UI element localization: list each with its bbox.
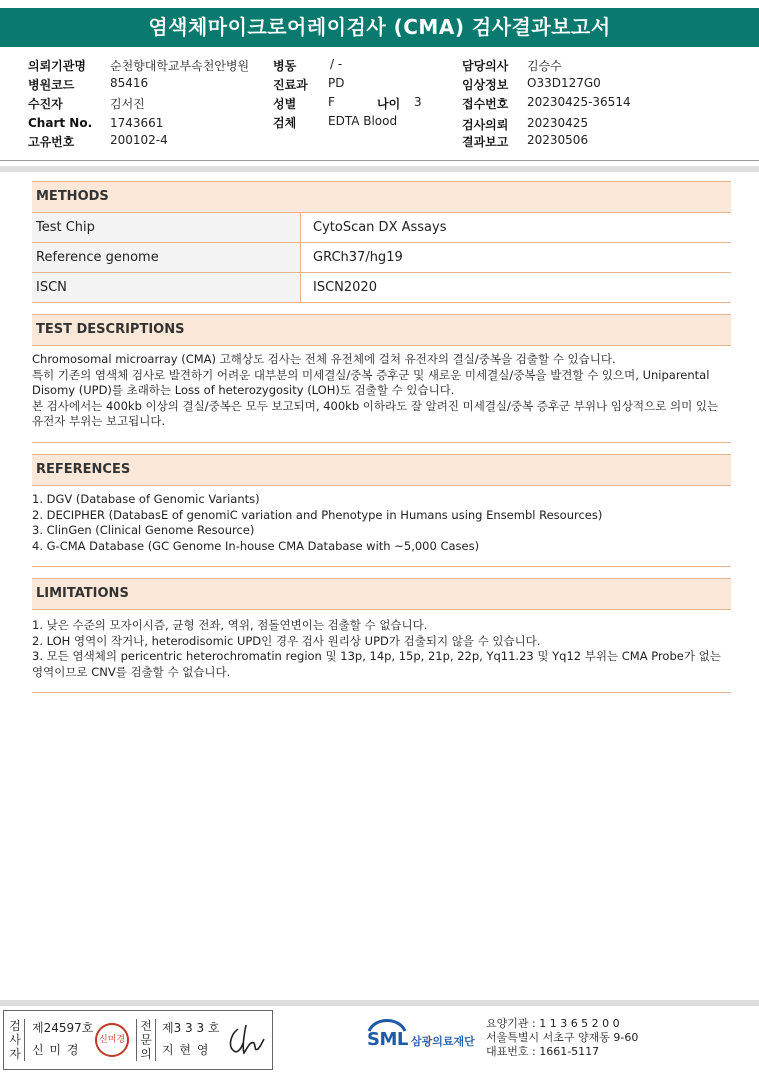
unique-label: 고유번호 <box>28 135 75 149</box>
sml-logo <box>365 1015 485 1055</box>
methods-key: Reference genome <box>32 243 301 272</box>
reference-item: 3. ClinGen (Clinical Genome Resource) <box>32 523 255 537</box>
institution-value: 순천향대학교부속천안병원 <box>110 59 250 73</box>
specialist-label: 전문의 <box>136 1019 156 1061</box>
doctor-value: 김승수 <box>527 59 562 73</box>
references-section <box>32 454 731 567</box>
references-body <box>32 486 731 567</box>
description-line: 본 검사에서는 400kb 이상의 결실/중복은 모두 보고되며, 400kb 이하라도 잘 알려진 미세결실/중복 증후군 부위나 임상적으로 의미 있는 유전자 부위는 보고됩니다. <box>32 398 719 428</box>
institution-code: 요양기관 : 1 1 3 6 5 2 0 0 <box>486 1017 620 1030</box>
reference-item: 2. DECIPHER (DatabasE of genomiC variation and Phenotype in Humans using Ensembl Resources) <box>32 507 603 522</box>
dept-value: PD <box>328 76 345 90</box>
clinical-label: 임상정보 <box>462 78 509 92</box>
chart-label: Chart No. <box>28 116 93 130</box>
code-label: 병원코드 <box>28 78 75 92</box>
dept-label: 진료과 <box>273 78 308 92</box>
receipt-label: 접수번호 <box>462 97 509 111</box>
methods-row <box>32 213 731 243</box>
contact-info <box>486 1017 638 1059</box>
chart-value: 1743661 <box>110 116 164 130</box>
description-line: 특히 기존의 염색체 검사로 발견하기 어려운 대부분의 미세결실/중복 증후군 및 새로운 미세결실/중복을 발견할 수 있으며, Uniparental Disomy (UPD)를 초래하는 Loss of heterozygosity (LOH)도 검출할 수 있습니다. <box>32 367 710 397</box>
limitation-item: 2. LOH 영역이 작거나, heterodisomic UPD인 경우 검사 원리상 UPD가 검출되지 않을 수 있습니다. <box>32 633 541 648</box>
header-band <box>0 166 759 172</box>
patient-info <box>0 55 759 155</box>
methods-key: Test Chip <box>32 213 301 242</box>
tester-stamp-text: 신미경 <box>98 1035 126 1045</box>
descriptions-section <box>32 314 731 443</box>
unique-value: 200102-4 <box>110 133 168 147</box>
methods-row <box>32 273 731 303</box>
methods-value: CytoScan DX Assays <box>313 220 447 235</box>
limitation-item: 1. 낮은 수준의 모자이시즘, 균형 전좌, 역위, 점돌연변이는 검출할 수 없습니다. <box>32 618 428 632</box>
report-value: 20230506 <box>527 133 589 147</box>
address: 서울특별시 서초구 양재동 9-60 <box>486 1031 639 1044</box>
sml-logo-text: SML <box>367 1029 408 1050</box>
limitation-item: 3. 모든 염색체의 pericentric heterochromatin region 및 13p, 14p, 15p, 21p, 22p, Yq11.23 및 Yq12 부위는 CMA Probe가 없는 영역이므로 CNV를 검출할 수 없습니다. <box>32 649 721 679</box>
report-label: 결과보고 <box>462 135 509 149</box>
methods-section <box>32 181 731 303</box>
tester-label: 검사자 <box>6 1019 25 1061</box>
methods-row <box>32 243 731 273</box>
recipient-value: 김서진 <box>110 97 145 111</box>
specialist-license: 제3 3 3 호 <box>162 1021 220 1035</box>
signature-box <box>3 1010 273 1070</box>
phone: 대표번호 : 1661-5117 <box>486 1045 600 1058</box>
references-heading: REFERENCES <box>32 454 731 486</box>
age-label: 나이 <box>377 97 401 111</box>
code-value: 85416 <box>110 76 149 90</box>
limitations-heading: LIMITATIONS <box>32 578 731 610</box>
methods-value: GRCh37/hg19 <box>313 250 403 265</box>
footer-band <box>0 1000 759 1006</box>
limitations-section <box>32 578 731 693</box>
sml-org-name: 삼광의료재단 <box>411 1035 475 1048</box>
ward-label: 병동 <box>273 59 297 73</box>
specimen-value: EDTA Blood <box>328 114 398 128</box>
age-value: 3 <box>414 95 422 109</box>
clinical-value: O33D127G0 <box>527 76 601 90</box>
recipient-label: 수진자 <box>28 97 63 111</box>
reference-item: 1. DGV (Database of Genomic Variants) <box>32 492 260 506</box>
methods-key: ISCN <box>32 273 301 302</box>
ward-value: / - <box>330 57 343 71</box>
sex-value: F <box>328 95 335 109</box>
institution-label: 의뢰기관명 <box>28 59 86 73</box>
sex-label: 성별 <box>273 97 297 111</box>
description-line: Chromosomal microarray (CMA) 고해상도 검사는 전체 유전체에 걸쳐 유전자의 결실/중복을 검출할 수 있습니다. <box>32 352 616 366</box>
methods-heading: METHODS <box>32 181 731 213</box>
descriptions-body <box>32 346 731 443</box>
specialist-name: 지 현 영 <box>162 1043 210 1057</box>
limitations-body <box>32 610 731 693</box>
reference-item: 4. G-CMA Database (GC Genome In-house CMA Database with ~5,000 Cases) <box>32 538 480 553</box>
tester-name: 신 미 경 <box>32 1043 80 1057</box>
receipt-value: 20230425-36514 <box>527 95 631 109</box>
doctor-label: 담당의사 <box>462 59 509 73</box>
methods-value: ISCN2020 <box>313 280 377 295</box>
footer <box>0 1000 759 1073</box>
header-divider <box>0 160 759 161</box>
report-title: 염색체마이크로어레이검사 (CMA) 검사결과보고서 <box>0 8 759 47</box>
specimen-label: 검체 <box>273 116 297 130</box>
tester-license: 제24597호 <box>32 1021 94 1035</box>
tester-stamp <box>95 1023 129 1057</box>
descriptions-heading: TEST DESCRIPTIONS <box>32 314 731 346</box>
request-label: 검사의뢰 <box>462 118 509 132</box>
request-value: 20230425 <box>527 116 589 130</box>
specialist-signature <box>224 1017 268 1061</box>
